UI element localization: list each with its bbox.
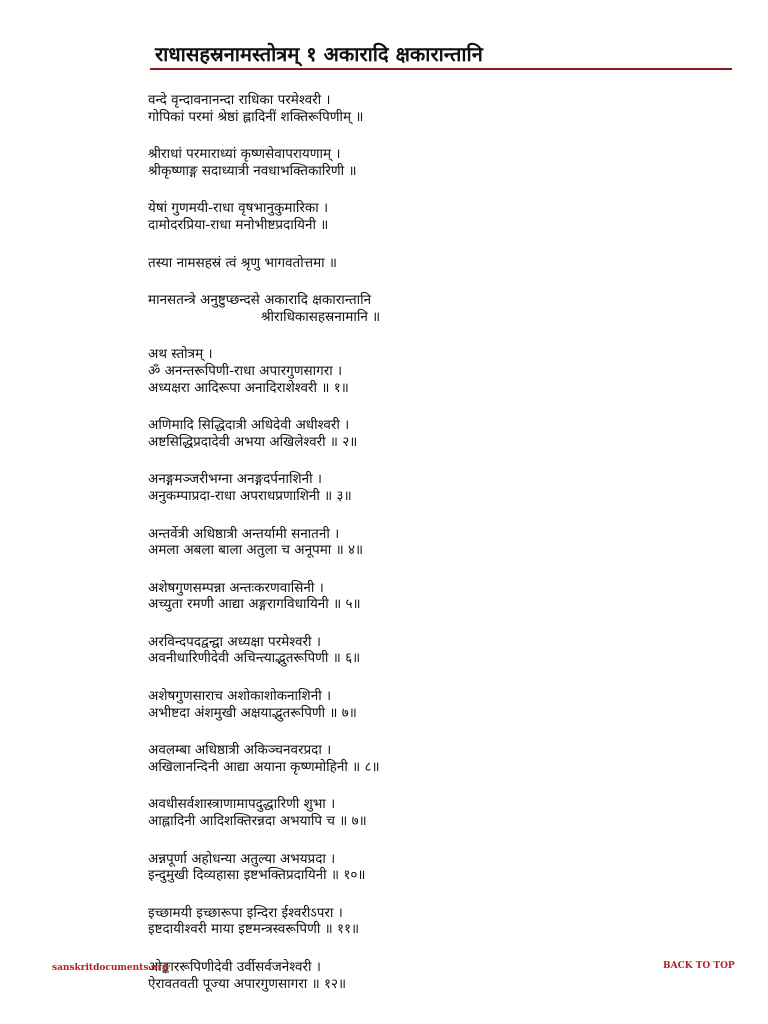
stanza	[148, 634, 708, 667]
verse-line: अच्युता रमणी आद्या अङ्गरागविधायिनी ॥ ५॥	[148, 596, 361, 613]
stanza	[148, 417, 708, 450]
site-link[interactable]: sanskritdocuments.org	[52, 963, 169, 973]
verse-line: अवनीधारिणीदेवी अचिन्त्याद्भुतरूपिणी ॥ ६॥	[148, 650, 361, 667]
verse-line: अन्तर्वेत्री अधिष्ठात्री अन्तर्यामी सनातनी ।	[148, 525, 340, 542]
verse-line: अवलम्बा अधिष्ठात्री अकिञ्चनवरप्रदा ।	[148, 742, 332, 759]
verse-line: गोपिकां परमां श्रेष्ठां ह्लादिनीं शक्तिरूपिणीम् ॥	[148, 108, 364, 125]
stanza	[148, 851, 708, 884]
verse-line: अवधीसर्वशास्त्राणामापदुद्धारिणी शुभा ।	[148, 796, 336, 813]
verse-line: इष्टदायीश्वरी माया इष्टमन्त्रस्वरूपिणी ॥ ११॥	[148, 921, 360, 938]
stanza	[148, 471, 708, 504]
stanza	[148, 959, 708, 992]
verse-line: अथ स्तोत्रम् ।	[148, 346, 213, 363]
verse-line: अभीष्टदा अंशमुखी अक्षयाद्भुतरूपिणी ॥ ७॥	[148, 704, 357, 721]
verse-line: अध्यक्षरा आदिरूपा अनादिराशेश्वरी ॥ १॥	[148, 379, 349, 396]
verse-line: आह्लादिनी आदिशक्तिरन्नदा अभयापि च ॥ ७॥	[148, 813, 367, 830]
back-to-top-link[interactable]: BACK TO TOP	[663, 961, 735, 971]
verse-line: अन्नपूर्णा अहोधन्या अतुल्या अभयप्रदा ।	[148, 850, 336, 867]
verse-line: श्रीराधां परमाराध्यां कृष्णसेवापरायणाम् ।	[148, 146, 341, 163]
stanza	[148, 200, 708, 233]
verse-line: अनङ्गमञ्जरीभग्ना अनङ्गदर्पनाशिनी ।	[148, 471, 323, 488]
verse-line: वन्दे वृन्दावनानन्दा राधिका परमेश्वरी ।	[148, 92, 331, 108]
stanza	[148, 526, 708, 559]
verse-line: मानसतन्त्रे अनुष्टुप्छन्दसे अकारादि क्षकारान्तानि	[148, 292, 372, 309]
stanza	[148, 580, 708, 613]
verse-line: श्रीकृष्णाङ्ग सदाध्यात्री नवधाभक्तिकारिणी ॥	[148, 162, 357, 179]
verse-line: तस्या नामसहस्रं त्वं श्रृणु भागवतोत्तमा ॥	[148, 254, 338, 271]
verse-line: अशेषगुणसम्पन्ना अन्तःकरणवासिनी ।	[148, 579, 324, 596]
stotra-text	[148, 92, 708, 1013]
stanza	[148, 292, 708, 325]
verse-line: दामोदरप्रिया-राधा मनोभीष्टप्रदायिनी ॥	[148, 216, 329, 233]
verse-line: श्रीराधिकासहस्रनामानि ॥	[261, 308, 381, 325]
verse-line: अशेषगुणसाराच अशोकाशोकनाशिनी ।	[148, 688, 332, 705]
verse-line: अष्टसिद्धिप्रदादेवी अभया अखिलेश्वरी ॥ २॥	[148, 433, 358, 450]
verse-line: ओङ्काररूपिणीदेवी उर्वीसर्वजनेश्वरी ।	[148, 959, 321, 975]
page-title: राधासहस्रनामस्तोत्रम् १ अकारादि क्षकारान्तानि	[155, 42, 483, 66]
verse-line: ॐ अनन्तरूपिणी-राधा अपारगुणसागरा ।	[148, 362, 343, 379]
stanza	[148, 742, 708, 775]
verse-line: इच्छामयी इच्छारूपा इन्दिरा ईश्वरीऽपरा ।	[148, 904, 343, 921]
stanza	[148, 688, 708, 721]
stanza	[148, 92, 708, 125]
stanza	[148, 146, 708, 179]
verse-line: अमला अबला बाला अतुला च अनूपमा ॥ ४॥	[148, 542, 364, 559]
verse-line: इन्दुमुखी दिव्यहासा इष्टभक्तिप्रदायिनी ॥ १०॥	[148, 867, 366, 884]
title-underline	[150, 68, 732, 70]
stanza	[148, 255, 708, 272]
verse-line: अणिमादि सिद्धिदात्री अधिदेवी अधीश्वरी ।	[148, 417, 350, 434]
stanza	[148, 346, 708, 396]
verse-line: येषां गुणमयी-राधा वृषभानुकुमारिका ।	[148, 200, 329, 217]
verse-line: अनुकम्पाप्रदा-राधा अपराधप्रणाशिनी ॥ ३॥	[148, 487, 352, 504]
stanza	[148, 905, 708, 938]
stanza	[148, 796, 708, 829]
verse-line: ऐरावतवती पूज्या अपारगुणसागरा ॥ १२॥	[148, 975, 347, 992]
verse-line: अरविन्दपदद्वन्द्वा अध्यक्षा परमेश्वरी ।	[148, 633, 321, 650]
verse-line: अखिलानन्दिनी आद्या अयाना कृष्णमोहिनी ॥ ८॥	[148, 758, 380, 775]
